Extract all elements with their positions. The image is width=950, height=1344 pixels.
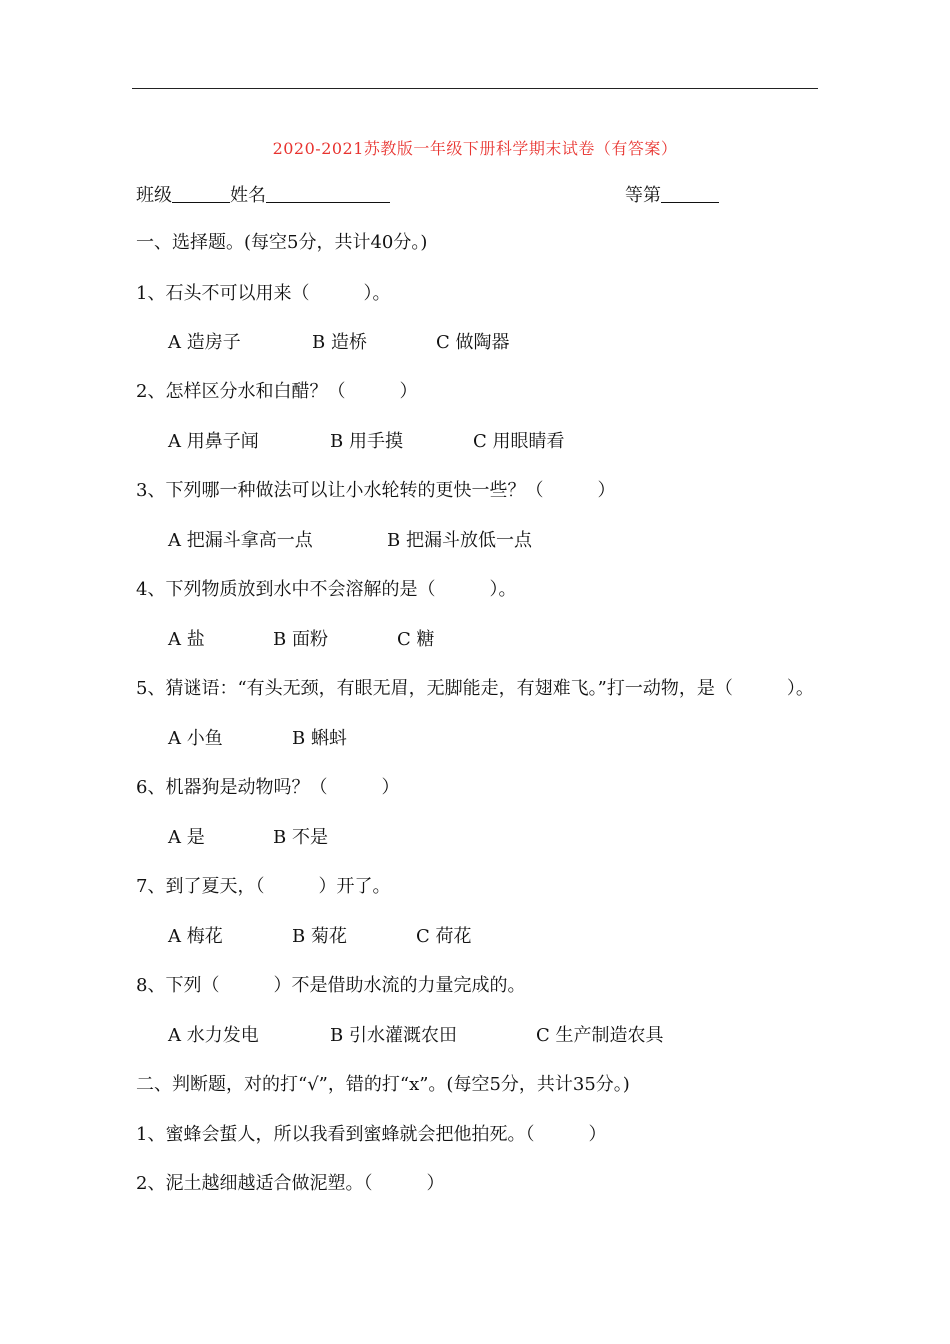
judge-question-2: 2、泥土越细越适合做泥塑。（ ） <box>136 1173 445 1194</box>
name-blank[interactable] <box>266 184 390 203</box>
class-blank[interactable] <box>172 184 230 203</box>
question-4: 4、下列物质放到水中不会溶解的是（ ）。 <box>136 579 517 600</box>
option[interactable]: A 用鼻子闻 <box>168 431 259 452</box>
name-label: 姓名 <box>230 185 266 206</box>
option[interactable]: A 是 <box>168 827 205 848</box>
grade-field <box>625 184 719 207</box>
grade-label: 等第 <box>625 185 661 206</box>
option[interactable]: C 荷花 <box>416 926 472 947</box>
option[interactable]: C 用眼睛看 <box>473 431 565 452</box>
class-label: 班级 <box>136 185 172 206</box>
option[interactable]: B 造桥 <box>312 332 367 353</box>
option[interactable]: A 梅花 <box>168 926 223 947</box>
question-5: 5、猜谜语：“有头无颈，有眼无眉，无脚能走，有翅难飞。”打一动物，是（ ）。 <box>136 678 814 699</box>
question-2-options <box>168 431 565 453</box>
question-3: 3、下列哪一种做法可以让小水轮转的更快一些？（ ） <box>136 480 616 501</box>
question-6: 6、机器狗是动物吗？（ ） <box>136 777 400 798</box>
option[interactable]: A 把漏斗拿高一点 <box>168 530 313 551</box>
option[interactable]: B 蝌蚪 <box>292 728 347 749</box>
page-title: 2020-2021苏教版一年级下册科学期末试卷（有答案） <box>272 139 678 158</box>
top-rule <box>132 88 818 89</box>
grade-blank[interactable] <box>661 184 719 203</box>
question-5-options <box>168 728 347 750</box>
option[interactable]: B 把漏斗放低一点 <box>387 530 532 551</box>
question-8-options <box>168 1025 664 1047</box>
option[interactable]: B 引水灌溉农田 <box>330 1025 457 1046</box>
question-1: 1、石头不可以用来（ ）。 <box>136 283 391 304</box>
option[interactable]: C 生产制造农具 <box>536 1025 664 1046</box>
option[interactable]: C 做陶器 <box>436 332 510 353</box>
option[interactable]: B 用手摸 <box>330 431 403 452</box>
section2-heading: 二、判断题，对的打“√”，错的打“x”。(每空5分，共计35分。) <box>136 1074 630 1095</box>
student-info-row <box>136 184 390 207</box>
option[interactable]: A 小鱼 <box>168 728 223 749</box>
question-2: 2、怎样区分水和白醋？（ ） <box>136 381 418 402</box>
judge-question-1: 1、蜜蜂会蜇人，所以我看到蜜蜂就会把他拍死。（ ） <box>136 1124 607 1145</box>
question-1-options <box>168 332 510 354</box>
question-7-options <box>168 926 472 948</box>
option[interactable]: A 造房子 <box>168 332 241 353</box>
option[interactable]: B 不是 <box>273 827 328 848</box>
question-6-options <box>168 827 328 849</box>
option[interactable]: C 糖 <box>397 629 435 650</box>
option[interactable]: B 菊花 <box>292 926 347 947</box>
question-8: 8、下列（ ）不是借助水流的力量完成的。 <box>136 975 526 996</box>
section1-heading: 一、选择题。(每空5分，共计40分。) <box>136 232 428 253</box>
question-4-options <box>168 629 435 651</box>
question-3-options <box>168 530 532 552</box>
option[interactable]: A 水力发电 <box>168 1025 259 1046</box>
question-7: 7、到了夏天，（ ）开了。 <box>136 876 391 897</box>
option[interactable]: B 面粉 <box>273 629 328 650</box>
option[interactable]: A 盐 <box>168 629 205 650</box>
